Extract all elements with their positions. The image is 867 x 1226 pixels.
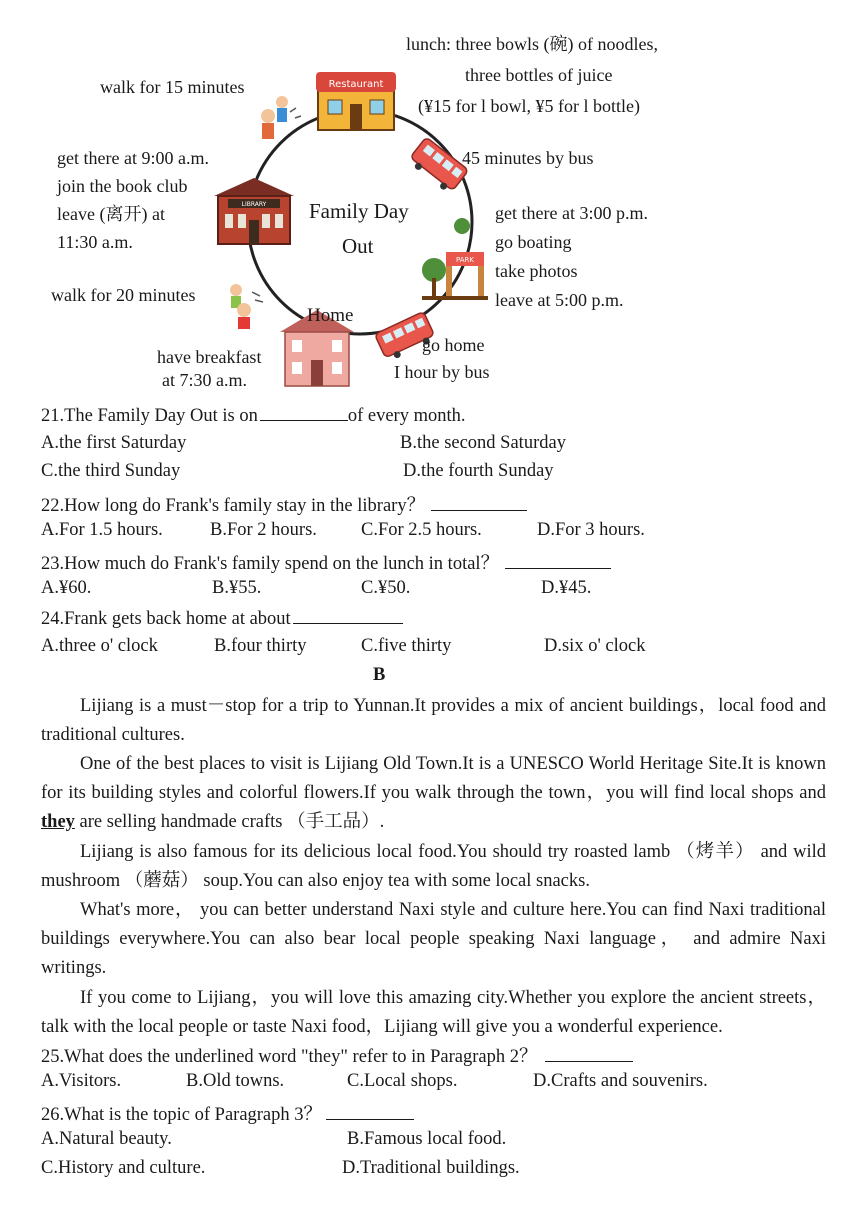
home-label: Home bbox=[307, 305, 354, 326]
walking-kids-icon-2 bbox=[230, 284, 263, 329]
option-24b: B.four thirty bbox=[214, 636, 307, 656]
lunch-line-3: (¥15 for l bowl, ¥5 for l bottle) bbox=[418, 96, 640, 116]
go-home-line-2: I hour by bus bbox=[394, 362, 490, 382]
park-line-3: take photos bbox=[495, 261, 578, 281]
question-22: 22.How long do Frank's family stay in the library？ bbox=[41, 491, 527, 517]
diagram-title-line1: Family Day bbox=[309, 199, 409, 223]
question-25: 25.What does the underlined word "they" refer to in Paragraph 2？ bbox=[41, 1042, 633, 1068]
passage-paragraph-1: Lijiang is a must－stop for a trip to Yunnan.It provides a mix of ancient buildings，local food and traditional cultures. bbox=[41, 696, 826, 746]
option-21b: B.the second Saturday bbox=[400, 433, 566, 453]
walk-15-label: walk for 15 minutes bbox=[100, 77, 245, 97]
bus-icon bbox=[407, 137, 469, 195]
diagram-title-line2: Out bbox=[342, 234, 374, 258]
option-26a: A.Natural beauty. bbox=[41, 1129, 172, 1149]
library-line-1: get there at 9:00 a.m. bbox=[57, 148, 209, 168]
lunch-line-2: three bottles of juice bbox=[465, 65, 613, 85]
bus-45-label: 45 minutes by bus bbox=[462, 148, 594, 168]
option-21c: C.the third Sunday bbox=[41, 461, 181, 481]
option-22c: C.For 2.5 hours. bbox=[361, 520, 482, 540]
underlined-word-they: they bbox=[41, 812, 75, 833]
section-b-heading: B bbox=[373, 665, 386, 685]
option-23c: C.¥50. bbox=[361, 578, 411, 598]
option-21d: D.the fourth Sunday bbox=[403, 461, 554, 481]
option-23b: B.¥55. bbox=[212, 578, 262, 598]
option-25b: B.Old towns. bbox=[186, 1071, 285, 1091]
library-line-2: join the book club bbox=[57, 176, 188, 196]
option-22b: B.For 2 hours. bbox=[210, 520, 317, 540]
breakfast-line-1: have breakfast bbox=[157, 347, 262, 367]
passage-paragraph-5: If you come to Lijiang，you will love this amazing city.Whether you explore the ancient streets，talk with the local people or taste Naxi food，Lijiang will give you a wonderful experience. bbox=[41, 988, 826, 1038]
option-23d: D.¥45. bbox=[541, 578, 592, 598]
passage-paragraph-4: What's more， you can better understand Naxi style and culture here.You can find Naxi traditional buildings everywhere.You can also bear local people speaking Naxi language， and admire Naxi writings. bbox=[41, 900, 826, 979]
passage-paragraph-3: Lijiang is also famous for its delicious local food.You should try roasted lamb （烤羊） and wild mushroom （蘑菇） soup.You can also enjoy tea with some local snacks. bbox=[41, 842, 826, 892]
option-25d: D.Crafts and souvenirs. bbox=[533, 1071, 708, 1091]
park-icon bbox=[422, 218, 488, 300]
park-line-1: get there at 3:00 p.m. bbox=[495, 203, 648, 223]
lunch-line-1: lunch: three bowls (碗) of noodles, bbox=[406, 34, 658, 54]
library-line-3: leave (离开) at bbox=[57, 204, 165, 224]
question-24: 24.Frank gets back home at about bbox=[41, 607, 403, 630]
option-21a: A.the first Saturday bbox=[41, 433, 187, 453]
option-22a: A.For 1.5 hours. bbox=[41, 520, 163, 540]
option-24d: D.six o' clock bbox=[544, 636, 646, 656]
question-23: 23.How much do Frank's family spend on the lunch in total？ bbox=[41, 549, 611, 575]
library-icon bbox=[214, 178, 294, 244]
question-21: 21.The Family Day Out is on of every month. bbox=[41, 406, 466, 426]
library-line-4: 11:30 a.m. bbox=[57, 232, 133, 252]
svg-text:LIBRARY: LIBRARY bbox=[241, 201, 267, 208]
option-23a: A.¥60. bbox=[41, 578, 92, 598]
option-22d: D.For 3 hours. bbox=[537, 520, 645, 540]
svg-text:PARK: PARK bbox=[455, 256, 475, 264]
option-24c: C.five thirty bbox=[361, 636, 452, 656]
park-line-2: go boating bbox=[495, 232, 572, 252]
walk-20-label: walk for 20 minutes bbox=[51, 285, 196, 305]
option-25c: C.Local shops. bbox=[347, 1071, 458, 1091]
go-home-line-1: go home bbox=[422, 335, 485, 355]
option-26b: B.Famous local food. bbox=[347, 1129, 507, 1149]
option-26c: C.History and culture. bbox=[41, 1158, 206, 1178]
breakfast-line-2: at 7:30 a.m. bbox=[162, 370, 247, 390]
svg-text:Restaurant: Restaurant bbox=[328, 79, 384, 90]
option-25a: A.Visitors. bbox=[41, 1071, 122, 1091]
option-24a: A.three o' clock bbox=[41, 636, 158, 656]
option-26d: D.Traditional buildings. bbox=[342, 1158, 520, 1178]
restaurant-icon bbox=[316, 72, 396, 130]
park-line-4: leave at 5:00 p.m. bbox=[495, 290, 624, 310]
passage-paragraph-2: One of the best places to visit is Lijiang Old Town.It is a UNESCO World Heritage Site.It is known for its building styles and colorful flowers.If you walk through the town，you will find local shops and they are selling handmade crafts （手工品）. bbox=[41, 754, 826, 833]
question-26: 26.What is the topic of Paragraph 3？ bbox=[41, 1100, 414, 1126]
